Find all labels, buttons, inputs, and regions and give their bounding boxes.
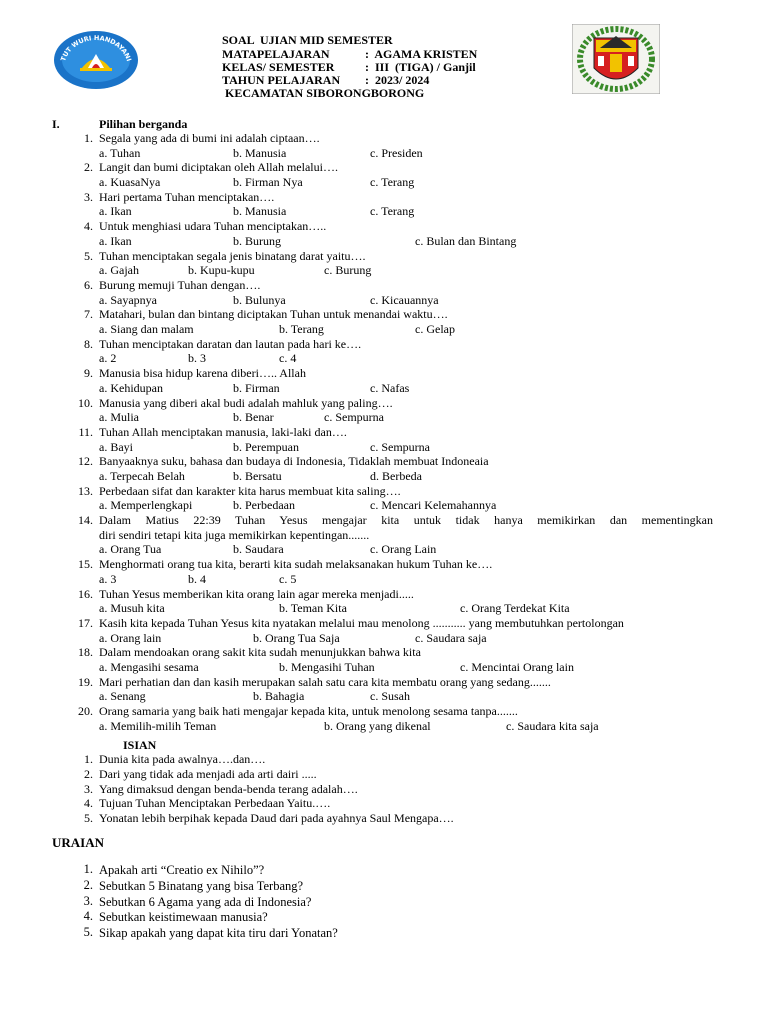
answer-option-a: a. Orang Tua <box>99 542 162 557</box>
answer-option-a: a. Memilih-milih Teman <box>99 718 217 733</box>
question-number: 15. <box>78 557 93 572</box>
answer-option-a: a. Musuh kita <box>99 601 165 616</box>
answer-option-a: a. Senang <box>99 689 146 704</box>
answer-option-a: a. Mengasihi sesama <box>99 660 199 674</box>
uraian-question: Apakah arti “Creatio ex Nihilo”? <box>99 863 265 877</box>
question-number: 10. <box>78 395 93 410</box>
section-title-isian: ISIAN <box>123 738 157 752</box>
question-number: 18. <box>78 645 93 660</box>
question-text: Langit dan bumi diciptakan oleh Allah melalui…. <box>99 160 338 175</box>
section-title-uraian: URAIAN <box>52 835 104 850</box>
answer-option-b: b. Bulunya <box>233 292 286 307</box>
answer-option-c: c. Nafas <box>370 380 410 395</box>
regional-emblem-logo <box>572 24 660 94</box>
question-number: 3. <box>84 189 93 204</box>
answer-option-b: b. Manusia <box>233 204 287 219</box>
uraian-number: 5. <box>83 925 93 940</box>
answer-option-c: c. Kicauannya <box>370 292 439 307</box>
answer-option-b: b. Bahagia <box>253 689 305 704</box>
answer-option-a: a. Orang lain <box>99 630 162 645</box>
answer-option-a: a. Gajah <box>99 263 139 278</box>
answer-option-a: a. Bayi <box>99 439 133 454</box>
answer-option-c: c. Sempurna <box>370 439 430 454</box>
header-value: : AGAMA KRISTEN <box>365 47 478 61</box>
isian-question: Yonatan lebih berpihak kepada Daud dari pada ayahnya Saul Mengapa…. <box>99 811 454 826</box>
answer-option-b: b. Manusia <box>233 145 287 160</box>
answer-option-b: b. Teman Kita <box>279 601 347 616</box>
question-number: 2. <box>84 160 93 175</box>
question-number: 20. <box>78 704 93 719</box>
question-number: 5. <box>84 248 93 263</box>
answer-option-b: b. Orang yang dikenal <box>324 718 431 733</box>
answer-option-c: c. Orang Lain <box>370 542 437 557</box>
isian-number: 5. <box>84 811 93 826</box>
answer-option-a: a. Terpecah Belah <box>99 469 185 483</box>
answer-option-b: b. Orang Tua Saja <box>253 630 340 645</box>
header-district: KECAMATAN SIBORONGBORONG <box>222 86 425 100</box>
header-title: SOAL UJIAN MID SEMESTER <box>222 33 393 47</box>
answer-option-a: a. Memperlengkapi <box>99 498 193 513</box>
question-number: 9. <box>84 366 93 381</box>
question-number: 19. <box>78 674 93 689</box>
isian-number: 1. <box>84 752 93 766</box>
header-row-subject <box>222 47 477 61</box>
answer-option-c: c. Susah <box>370 689 410 704</box>
answer-option-b: b. Burung <box>233 233 281 248</box>
header-label: KELAS/ SEMESTER <box>222 60 335 74</box>
isian-number: 3. <box>84 781 93 796</box>
answer-option-a: a. KuasaNya <box>99 175 161 189</box>
uraian-number: 2. <box>83 877 93 892</box>
answer-option-c: c. 4 <box>279 351 297 366</box>
answer-option-c: c. Orang Terdekat Kita <box>460 601 570 616</box>
answer-option-a: a. 3 <box>99 571 117 586</box>
section-number: I. <box>52 117 60 131</box>
answer-option-c: c. Saudara kita saja <box>506 718 599 733</box>
question-text: Orang samaria yang baik hati mengajar kepada kita, untuk menolong sesama tanpa....... <box>99 704 518 719</box>
question-number: 17. <box>78 616 93 630</box>
answer-option-c: c. Terang <box>370 175 415 189</box>
isian-question: Yang dimaksud dengan benda-benda terang adalah…. <box>99 781 358 796</box>
header-label: TAHUN PELAJARAN <box>222 73 341 87</box>
answer-option-c: c. Saudara saja <box>415 630 487 645</box>
answer-option-a: a. Sayapnya <box>99 292 157 307</box>
answer-option-b: b. Benar <box>233 410 274 425</box>
section-title-pilihan: Pilihan berganda <box>99 117 188 131</box>
answer-option-b: b. Firman Nya <box>233 175 303 189</box>
question-text: Tuhan menciptakan segala jenis binatang darat yaitu…. <box>99 248 366 263</box>
answer-option-c: c. Mencari Kelemahannya <box>370 498 497 513</box>
header-value: : III (TIGA) / Ganjil <box>365 60 476 74</box>
answer-option-c: c. Gelap <box>415 322 455 336</box>
question-number: 7. <box>84 307 93 322</box>
header-value: : 2023/ 2024 <box>365 73 430 87</box>
isian-number: 4. <box>84 796 93 811</box>
answer-option-b: b. 4 <box>188 571 206 586</box>
uraian-question: Sebutkan keistimewaan manusia? <box>99 910 268 925</box>
uraian-question: Sebutkan 6 Agama yang ada di Indonesia? <box>99 894 312 909</box>
question-text: Hari pertama Tuhan menciptakan…. <box>99 189 275 204</box>
question-number: 12. <box>78 454 93 469</box>
uraian-number: 4. <box>83 909 93 924</box>
answer-option-b: b. Terang <box>279 322 324 336</box>
answer-option-c: d. Berbeda <box>370 469 422 483</box>
uraian-number: 1. <box>83 862 93 876</box>
answer-option-b: b. Perempuan <box>233 439 299 454</box>
answer-option-a: a. 2 <box>99 351 117 366</box>
answer-option-c: c. Terang <box>370 204 415 219</box>
isian-question: Tujuan Tuhan Menciptakan Perbedaan Yaitu.…. <box>99 796 331 811</box>
answer-option-a: a. Ikan <box>99 204 132 219</box>
question-text: Manusia bisa hidup karena diberi….. Allah <box>99 366 306 381</box>
uraian-number: 3. <box>83 893 93 908</box>
question-text: Banyaaknya suku, bahasa dan budaya di Indonesia, Tidaklah membuat Indoneaia <box>99 454 489 469</box>
header-label: MATAPELAJARAN <box>222 47 330 61</box>
answer-option-a: a. Siang dan malam <box>99 322 194 336</box>
question-number: 1. <box>84 131 93 145</box>
answer-option-b: b. 3 <box>188 351 206 366</box>
question-text-continued: diri sendiri tetapi kita juga memikirkan kepentingan....... <box>99 527 370 542</box>
uraian-question: Sebutkan 5 Binatang yang bisa Terbang? <box>99 878 304 893</box>
question-text: Perbedaan sifat dan karakter kita harus membuat kita saling…. <box>99 483 401 498</box>
question-text: Segala yang ada di bumi ini adalah ciptaan…. <box>99 131 320 145</box>
question-number: 8. <box>84 336 93 351</box>
question-text: Matahari, bulan dan bintang diciptakan Tuhan untuk menandai waktu…. <box>99 307 448 322</box>
answer-option-b: b. Mengasihi Tuhan <box>279 660 375 674</box>
question-text: Tuhan menciptakan daratan dan lautan pada hari ke…. <box>99 336 362 351</box>
answer-option-c: c. 5 <box>279 571 297 586</box>
question-number: 11. <box>78 425 93 439</box>
question-number: 6. <box>84 278 93 292</box>
answer-option-b: b. Bersatu <box>233 469 282 483</box>
answer-option-a: a. Ikan <box>99 233 132 248</box>
question-text: Tuhan Allah menciptakan manusia, laki-laki dan…. <box>99 425 347 439</box>
tut-wuri-handayani-logo <box>52 24 140 90</box>
question-text: Kasih kita kepada Tuhan Yesus kita nyatakan melalui mau menolong ........... yang membutuhkan pertolongan <box>99 616 624 630</box>
question-text: Burung memuji Tuhan dengan…. <box>99 278 261 292</box>
isian-question: Dunia kita pada awalnya….dan…. <box>99 752 266 766</box>
answer-option-c: c. Bulan dan Bintang <box>415 233 517 248</box>
answer-option-a: a. Mulia <box>99 410 139 425</box>
answer-option-c: c. Presiden <box>370 145 423 160</box>
answer-option-a: a. Kehidupan <box>99 380 163 395</box>
uraian-question: Sikap apakah yang dapat kita tiru dari Yonatan? <box>99 926 338 941</box>
answer-option-c: c. Burung <box>324 263 372 278</box>
question-number: 13. <box>78 483 93 498</box>
question-text: Dalam Matius 22:39 Tuhan Yesus mengajar kita untuk tidak hanya memikirkan dan mementingkan <box>99 513 713 528</box>
question-number: 4. <box>84 219 93 234</box>
answer-option-b: b. Saudara <box>233 542 284 557</box>
header-row-year <box>222 73 429 87</box>
question-number: 16. <box>78 586 93 601</box>
question-text: Mari perhatian dan dan kasih merupakan salah satu cara kita membatu orang yang sedang....... <box>99 674 551 689</box>
isian-question: Dari yang tidak ada menjadi ada arti dairi ..... <box>99 766 317 781</box>
answer-option-c: c. Mencintai Orang lain <box>460 660 574 674</box>
question-text: Menghormati orang tua kita, berarti kita sudah melaksanakan hukum Tuhan ke…. <box>99 557 493 572</box>
question-text: Tuhan Yesus memberikan kita orang lain agar mereka menjadi..... <box>99 586 414 601</box>
answer-option-b: b. Perbedaan <box>233 498 295 513</box>
question-text: Untuk menghiasi udara Tuhan menciptakan….. <box>99 219 327 234</box>
question-text: Manusia yang diberi akal budi adalah mahluk yang paling…. <box>99 395 393 410</box>
answer-option-b: b. Kupu-kupu <box>188 263 255 278</box>
logo-arc-text: TUT WURI HANDAYANI <box>59 33 133 63</box>
answer-option-a: a. Tuhan <box>99 145 141 160</box>
question-text: Dalam mendoakan orang sakit kita sudah menunjukkan bahwa kita <box>99 645 421 660</box>
answer-option-c: c. Sempurna <box>324 410 384 425</box>
isian-number: 2. <box>84 766 93 781</box>
question-number: 14. <box>78 513 93 528</box>
answer-option-b: b. Firman <box>233 380 280 395</box>
header-row-class <box>222 60 476 74</box>
